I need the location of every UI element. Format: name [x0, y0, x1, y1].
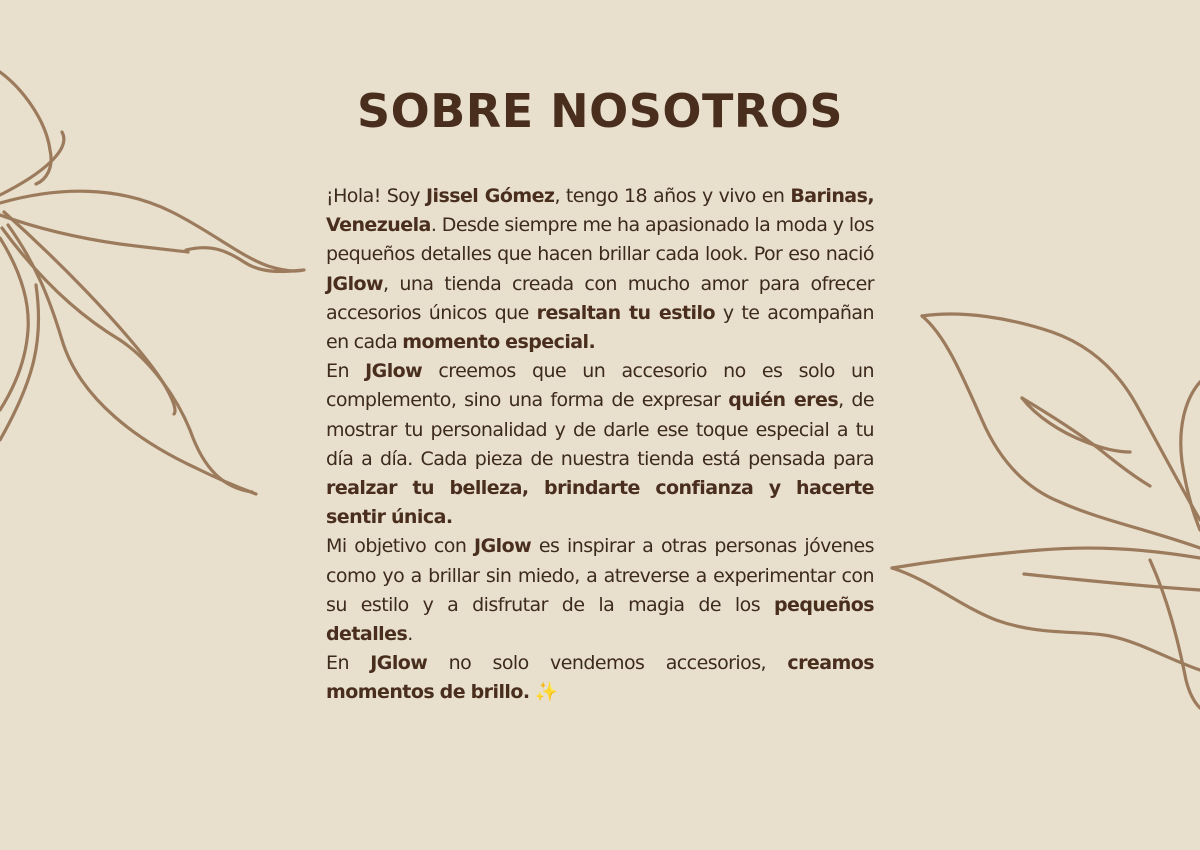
text-run: . [407, 623, 413, 646]
text-run: , de mostrar tu personalidad y de darle ese toque especial a tu día a día. Cada pieza de nuestra tienda está pensada para [326, 389, 874, 470]
page-title: SOBRE NOSOTROS [356, 84, 844, 138]
text-run: y te acompañan en cada [326, 301, 875, 354]
about-paragraph [326, 532, 874, 649]
text-run: es inspirar a otras personas jóvenes como yo a brillar sin miedo, a atreverse a experimentar con su estilo y a disfrutar de la magia de los [326, 535, 874, 616]
bold-text: realzar tu belleza, brindarte confianza y hacerte sentir única. [326, 477, 874, 529]
bold-text: pequeños detalles [326, 593, 874, 646]
bold-text: JGlow [365, 360, 423, 383]
leaf-branch-right [892, 314, 1200, 708]
text-run: En [326, 360, 366, 383]
text-run: , tengo 18 años y vivo en [554, 185, 791, 207]
bold-text: JGlow [326, 272, 384, 295]
bold-text: momento especial. [402, 331, 596, 354]
bold-text: resaltan tu estilo [536, 301, 715, 324]
text-run: no solo vendemos accesorios, [427, 652, 788, 675]
about-paragraph [326, 649, 874, 707]
bold-text: Barinas, Venezuela [326, 185, 875, 237]
bold-text: JGlow [370, 652, 428, 675]
text-run: creemos que un accesorio no es solo un complemento, sino una forma de expresar [326, 360, 874, 412]
bold-text: JGlow [474, 535, 532, 558]
text-run: , una tienda creada con mucho amor para ofrecer accesorios únicos que [326, 272, 874, 324]
sparkle-icon: ✨ [534, 681, 558, 704]
text-run: En [326, 652, 371, 675]
text-run: ¡Hola! Soy [326, 185, 426, 207]
about-paragraph [326, 357, 874, 532]
bold-text: quién eres [728, 389, 839, 412]
bold-text: Jissel Gómez [425, 185, 555, 207]
about-text [326, 182, 874, 708]
text-run: Mi objetivo con [326, 535, 475, 558]
about-paragraph [326, 182, 874, 357]
text-run: . Desde siempre me ha apasionado la moda y los pequeños detalles que hacen brillar cada look. Por eso nació [326, 214, 874, 266]
bold-text: creamos momentos de brillo. [326, 652, 875, 704]
